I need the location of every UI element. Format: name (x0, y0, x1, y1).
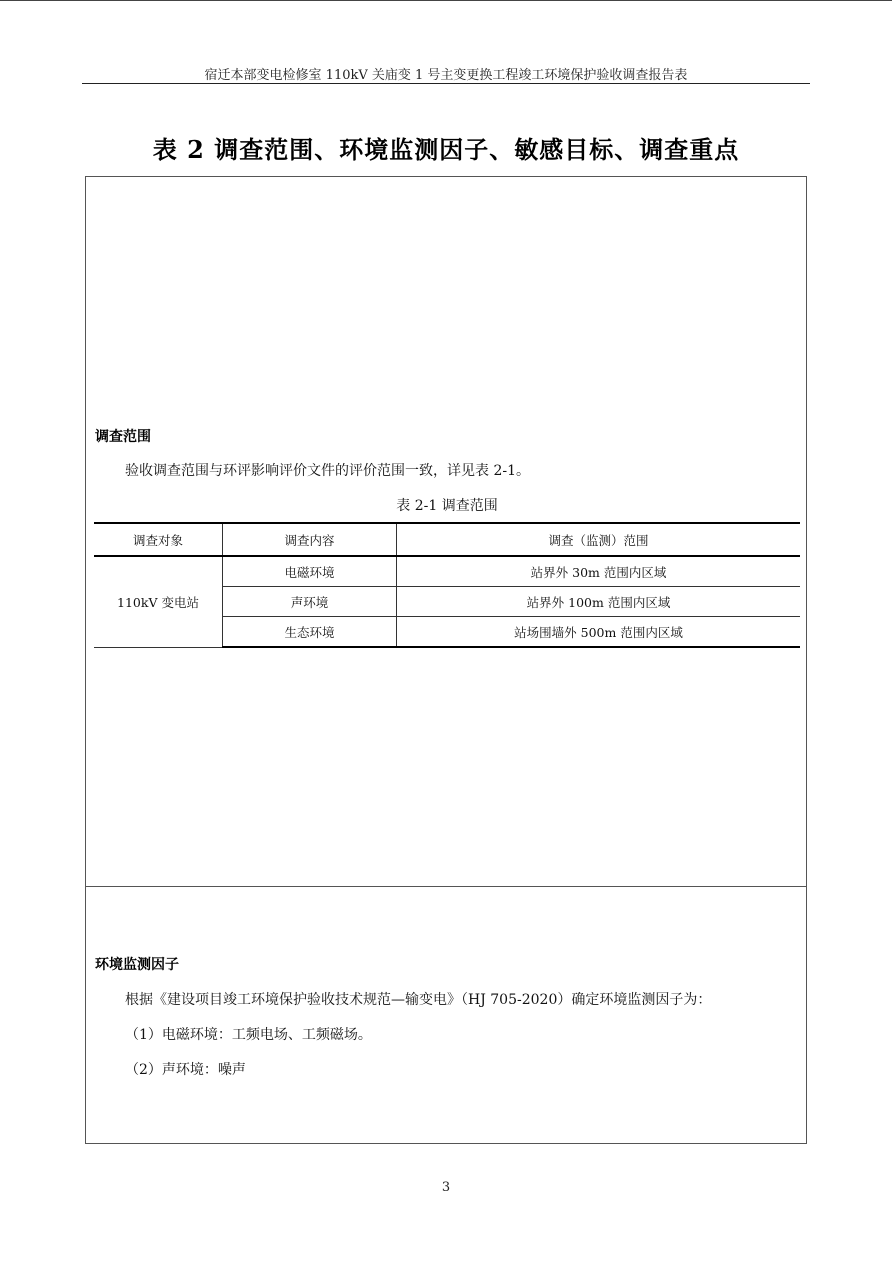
cell-content: 电磁环境 (223, 556, 397, 587)
monitoring-factors-paragraph: 根据《建设项目竣工环境保护验收技术规范—输变电》（HJ 705-2020）确定环境监测因子为： (125, 992, 712, 1008)
section-box-factors (85, 886, 807, 1144)
cell-range: 站界外 100m 范围内区域 (397, 587, 801, 617)
header-rule (82, 83, 810, 84)
survey-scope-paragraph: 验收调查范围与环评影响评价文件的评价范围一致，详见表 2-1。 (125, 463, 530, 479)
running-header: 宿迁本部变电检修室 110kV 关庙变 1 号主变更换工程竣工环境保护验收调查报告表 (204, 68, 688, 83)
header-cell-range: 调查（监测）范围 (397, 523, 801, 556)
header-cell-object: 调查对象 (94, 523, 223, 556)
page-top-rule (0, 0, 892, 1)
cell-range: 站场围墙外 500m 范围内区域 (397, 617, 801, 648)
table-caption: 表 2-1 调查范围 (396, 498, 498, 514)
survey-scope-table (94, 522, 800, 648)
monitoring-factor-item: （2）声环境：噪声 (125, 1062, 246, 1078)
cell-content: 声环境 (223, 587, 397, 617)
page-title: 表 2 调查范围、环境监测因子、敏感目标、调查重点 (152, 135, 740, 164)
page-number: 3 (441, 1180, 451, 1195)
header-cell-content: 调查内容 (223, 523, 397, 556)
cell-range: 站界外 30m 范围内区域 (397, 556, 801, 587)
cell-content: 生态环境 (223, 617, 397, 648)
monitoring-factor-item: （1）电磁环境：工频电场、工频磁场。 (125, 1027, 372, 1043)
monitoring-factors-heading: 环境监测因子 (95, 957, 179, 973)
survey-scope-heading: 调查范围 (95, 429, 151, 445)
cell-object: 110kV 变电站 (94, 556, 223, 647)
table-header-row (94, 523, 800, 556)
table-row (94, 556, 800, 587)
